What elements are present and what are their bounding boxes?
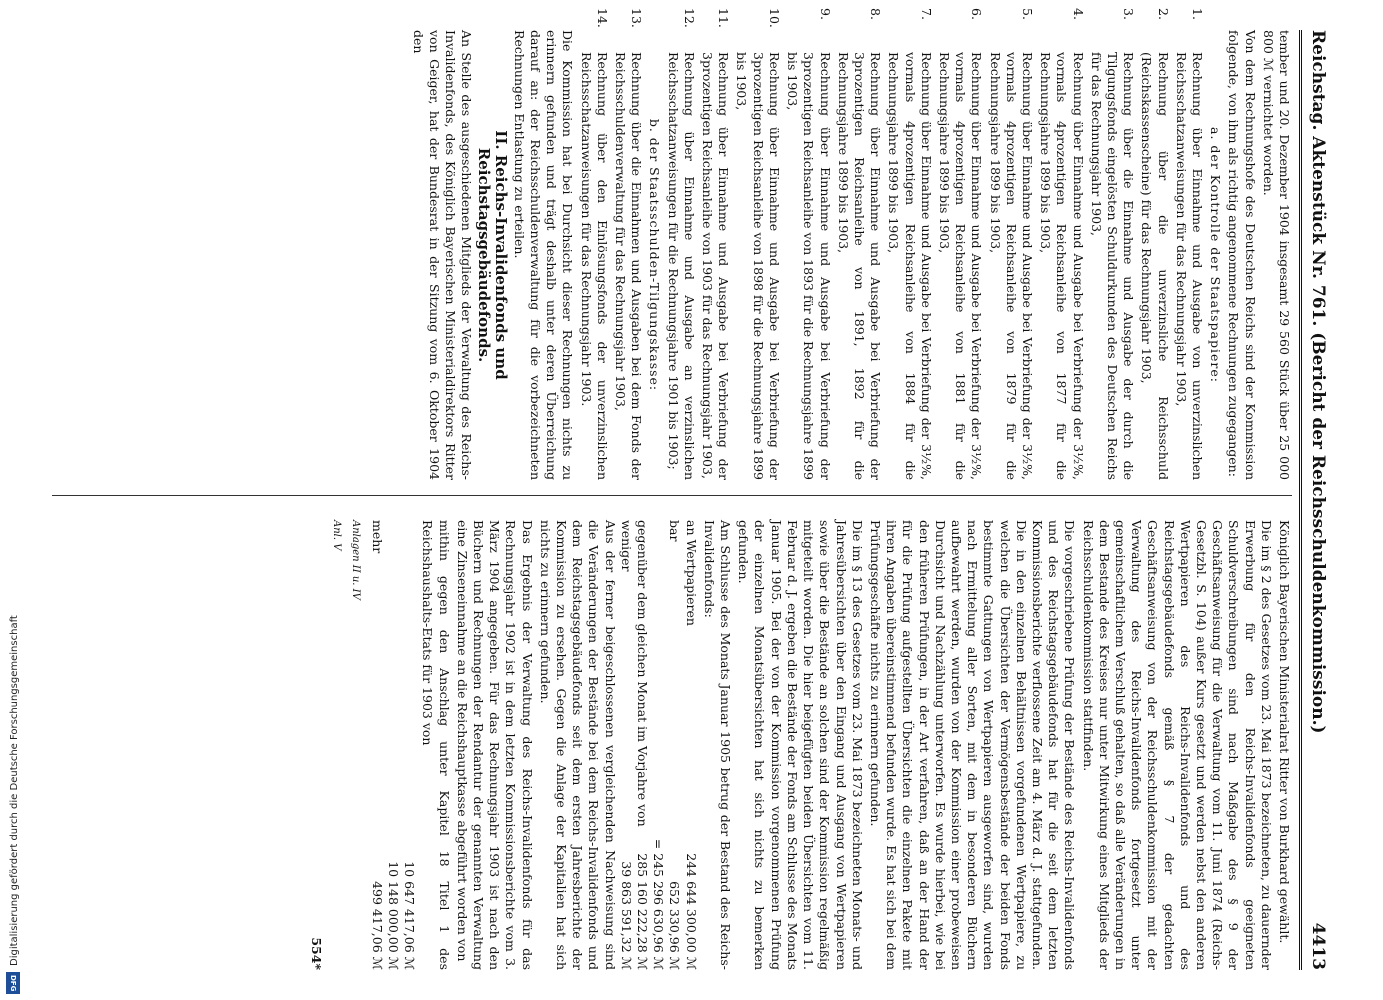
amount-value: 10 148 000,00 ℳ bbox=[386, 861, 402, 970]
list-item bbox=[577, 8, 610, 480]
item-number: 3. bbox=[1121, 8, 1137, 20]
paragraph: Von dem Rechnungshofe des Deutschen Reichs sind der Kommission folgende, von ihm als richtig angenommene Rechnungen zugegangen: bbox=[1226, 30, 1258, 480]
list-b bbox=[577, 8, 645, 480]
section-title: II. Reichs-Invalidenfonds und Reichstagsgebäudefonds. bbox=[475, 130, 510, 380]
amount-label: weniger bbox=[618, 520, 634, 572]
marginalia-1: Anlagen II u. IV bbox=[349, 520, 361, 600]
list-item bbox=[784, 8, 833, 480]
paragraph: tember und 20. Dezember 1904 insgesamt 29 560 Stück über 25 000 800 ℳ vernichtet worden. bbox=[1260, 30, 1292, 480]
amount-value: 244 644 300,00 ℳ bbox=[683, 853, 699, 970]
item-text: Rechnung über Einnahme und Ausgabe bei Verbriefung der 3prozentigen Reichsanleihe von 1893 für die Rechnungsjahre 1899 bis 1903, bbox=[785, 52, 833, 480]
paragraph: Die im § 13 des Gesetzes vom 23. Mai 1873 bezeichneten Monats- und Jahresübersichten über den Eingang und Ausgang von Wertpapieren sowie über die Bestände an solchen sind der Kommission regelmäßig mitgeteilt worden. Die hier beigefügten beiden Übersichten vom 11. Februar d. J. ergeben die Bestände der Fonds am Schlusse des Monats Januar 1905. Bei der von der Kommission vorgenommenen Prüfung der einzelnen Monatsübersichten hat sich nichts zu bemerken gefunden. bbox=[736, 520, 865, 970]
paragraph: Königlich Bayerischen Ministerialrat Ritter von Burkhard gewählt. bbox=[1277, 520, 1292, 944]
amount-label: gegenüber dem gleichen Monat im Vorjahre von bbox=[635, 520, 651, 827]
amounts-table bbox=[618, 520, 699, 970]
item-number: 7. bbox=[918, 8, 934, 20]
paragraph: Das Ergebnis der Verwaltung des Reichs-Invalidenfonds für das Rechnungsjahr 1902 ist in dem letzten Kommissionsberichte vom 3. März 1904 angegeben. Für das Rechnungsjahr 1903 ist nach den Büchern und Rechnungen der Rendantur der genannten Verwaltung eine Zinseneinnahme an die Reichshauptkasse abgeführt worden von bbox=[454, 520, 535, 970]
list-item bbox=[1173, 8, 1205, 480]
list-item bbox=[986, 8, 1035, 480]
amount-label: mehr bbox=[369, 520, 385, 554]
item-number: 1. bbox=[1189, 8, 1205, 20]
item-text: Rechnung über Einnahme und Ausgabe bei Verbriefung der 3½%, vormals 4prozentigen Reichsanleihe von 1877 für die Rechnungsjahre 1899 bis 1903, bbox=[1038, 52, 1086, 480]
item-text: Rechnung über den Einlösungsfonds der unverzinslichen Reichsschatzanweisungen für das Rechnungsjahr 1903. bbox=[578, 52, 610, 480]
left-column bbox=[407, 8, 1292, 480]
paragraph: Die vorgeschriebene Prüfung der Bestände des Reichs-Invalidenfonds und des Reichstagsgebäudefonds hat für die seit dem letzten Kommissionsberichte verflossene Zeit am 4. März d. J. stattgefunden. Die in den einzelnen Behältnissen vorgefundenen Wertpapiere, zu welchen die Übersichten der Vermögensbestände der beiden Fonds bestimmte Gattungen von Wertpapieren ausgeworfen sind, wurden nach Ermittelung aller Sorten, mit dem in besonderen Büchern aufbewahrt werden, wurden von der Kommission einer probeweisen Durchsicht und Nachzählung unterworfen. Es wurde hierbei, wie bei den früheren Prüfungen, in der Art verfahren, daß an der Hand der für die Prüfung aufgestellten Übersichten die einzelnen Pakete mit ihren Angaben übereinstimmend befunden wurde. Es hat sich bei dem Prüfungsgeschäfte nichts zu erinnern gefunden. bbox=[867, 520, 1078, 970]
page-number: 4413 bbox=[1308, 922, 1328, 970]
amount-value: 285 160 222,28 ℳ bbox=[635, 853, 651, 970]
dfg-footer bbox=[6, 4, 20, 994]
item-text: Rechnung über Einnahme und Ausgabe von unverzinslichen Reichsschatzanweisungen für das Rechnungsjahr 1903, bbox=[1173, 52, 1205, 480]
list-item bbox=[612, 8, 645, 480]
list-item bbox=[664, 8, 697, 480]
item-text: Rechnung über Einnahme und Ausgabe bei Verbriefung der 3½%, vormals 4prozentigen Reichsanleihe von 1881 für die Rechnungsjahre 1899 bis 1903, bbox=[936, 52, 985, 480]
amounts-table-2 bbox=[369, 520, 418, 970]
amount-label: bar bbox=[667, 520, 683, 542]
item-text: Rechnung über Einnahme und Ausgabe bei Verbriefung der 3½%, vormals 4prozentigen Reichsanleihe von 1879 für die Rechnungsjahre 1899 bis 1903, bbox=[987, 52, 1035, 480]
list-item bbox=[699, 8, 732, 480]
item-text: Rechnung über Einnahme und Ausgabe bei Verbriefung der 3prozentigen Reichsanleihe von 1891, 1892 für die Rechnungsjahre 1899 bis 1903, bbox=[835, 52, 884, 480]
item-number: 10. bbox=[766, 8, 782, 28]
column-divider bbox=[52, 495, 1292, 496]
list-item bbox=[936, 8, 985, 480]
item-number: 9. bbox=[817, 8, 833, 20]
list-item bbox=[885, 8, 934, 480]
item-text: Rechnung über Einnahme und Ausgabe bei Verbriefung der 3½%, vormals 4prozentigen Reichsanleihe von 1884 für die Rechnungsjahre 1899 bis 1903, bbox=[886, 52, 934, 480]
amount-row bbox=[650, 520, 666, 970]
item-number: 6. bbox=[969, 8, 985, 20]
amount-row bbox=[634, 520, 650, 970]
footer-text: Digitalisierung gefördert durch die Deutsche Forschungsgemeinschaft bbox=[9, 615, 20, 966]
item-number: 14. bbox=[594, 8, 610, 28]
amount-value: 39 863 591,32 ℳ bbox=[618, 861, 634, 970]
amount-row bbox=[385, 520, 401, 970]
list-item bbox=[1088, 8, 1137, 480]
amount-value: 499 417,06 ℳ bbox=[369, 881, 385, 970]
paragraph: Am Schlusse des Monats Januar 1905 betrug der Bestand des Reichs-Invalidenfonds: bbox=[701, 520, 734, 970]
amount-row bbox=[666, 520, 682, 970]
list-item bbox=[733, 8, 782, 480]
item-number: 8. bbox=[868, 8, 884, 20]
list-a bbox=[664, 8, 1205, 480]
paragraph: Die im § 2 des Gesetzes vom 23. Mai 1873 bezeichneten, zu dauernder Erwerbung für den Reichs-Invalidenfonds geeigneten Schuldverschreibungen sind nach Maßgabe des § 9 der Geschäftsanweisung für die Verwaltung vom 11. Juni 1874 (Reichs-Gesetzbl. S. 104) außer Kurs gesetzt und werden nebst den anderen Wertpapieren des Reichs-Invalidenfonds und des Reichstagsgebäudefonds gemäß § 7 der gedachten Geschäftsanweisung von der Reichsschuldenkommission mit der Verwaltung des Reichs-Invalidenfonds fortgesetzt unter gemeinschaftlichem Verschluß gehalten, so daß alle Veränderungen in dem Bestande des Kreises nur unter Mitwirkung eines Mitglieds der Reichsschuldenkommission stattfinden. bbox=[1080, 520, 1274, 970]
right-column bbox=[306, 520, 1292, 970]
amount-row bbox=[369, 520, 385, 970]
header-title: Reichstag. Aktenstück Nr. 761. (Bericht der Reichsschuldenkommission.) bbox=[1308, 30, 1328, 734]
list-item bbox=[1138, 8, 1171, 480]
list-item bbox=[1037, 8, 1086, 480]
amount-label: an Wertpapieren bbox=[683, 520, 699, 626]
marginalia-2: Anl. V bbox=[331, 520, 343, 551]
paragraph: mithin gegen den Anschlag unter Kapitel 18 Titel 1 des Reichshaushalts-Etats für 1903 von bbox=[420, 520, 452, 970]
item-text: Rechnung über Einnahme und Ausgabe bei Verbriefung der 3prozentigen Reichsanleihe von 1898 für die Rechnungsjahre 1899 bis 1903, bbox=[734, 52, 782, 480]
amount-row bbox=[401, 520, 417, 970]
paragraph: Aus der ferner beigeschlossenen vergleichenden Nachweisung sind die Veränderungen der Bestände bei dem Reichs-Invalidenfonds und dem Reichstagsgebäudefonds seit dem ersten Jahresberichte der Kommission zu ersehen. Gegen die Anlage der Kapitalien hat sich nichts zu erinnern gefunden. bbox=[537, 520, 618, 970]
amount-value: 10 647 417,06 ℳ bbox=[402, 861, 418, 970]
item-text: Rechnung über die unverzinsliche Reichsschuld (Reichskassenscheine) für das Rechnungsjahr 1903, bbox=[1139, 52, 1171, 480]
list-item bbox=[835, 8, 884, 480]
signature-mark: 554* bbox=[309, 937, 325, 970]
item-number: 2. bbox=[1155, 8, 1171, 20]
paragraph: An Stelle des ausgeschiedenen Mitglieds der Verwaltung des Reichs-Invalidenfonds, des Königlich Bayerischen Ministerialdirektors Ritter von Geiger, hat der Bundesrat in der Sitzung vom 6. Oktober 1904 den bbox=[410, 30, 475, 480]
item-number: 13. bbox=[629, 8, 645, 28]
amount-value: 652 330,96 ℳ bbox=[667, 881, 683, 970]
item-number: 11. bbox=[716, 8, 732, 28]
item-text: Rechnung über die Einnahme und Ausgabe der durch die Tilgungsfonds eingelösten Schuldurkunden des Deutschen Reichs für das Rechnungsjahr 1903, bbox=[1088, 52, 1137, 480]
dfg-logo-icon: DFG bbox=[6, 972, 20, 994]
scanned-page bbox=[16, 0, 1336, 1000]
item-text: Rechnung über Einnahme und Ausgabe bei Verbriefung der 3prozentigen Reichsanleihe von 1903 für das Rechnungsjahr 1903, bbox=[700, 52, 732, 480]
paragraph: Die Kommission hat bei Durchsicht dieser Rechnungen nichts zu erinnern gefunden und trägt deshalb unter deren Überreichung darauf an: der Reichsschuldenverwaltung für die vorbezeichneten Rechnungen Entlastung zu erteilen. bbox=[511, 30, 576, 480]
item-number: 4. bbox=[1070, 8, 1086, 20]
item-number: 12. bbox=[681, 8, 697, 28]
subheading-b: b. der Staatsschulden-Tilgungskasse: bbox=[647, 118, 663, 392]
item-text: Rechnung über Einnahme und Ausgabe an verzinslichen Reichsschatzanweisungen für die Rechnungsjahre 1901 bis 1903; bbox=[665, 52, 697, 480]
subheading-a: a. der Kontrolle der Staatspapiere: bbox=[1208, 127, 1224, 383]
amount-row bbox=[618, 520, 634, 970]
page-header bbox=[1299, 30, 1328, 970]
amount-row bbox=[682, 520, 698, 970]
item-number: 5. bbox=[1019, 8, 1035, 20]
amount-value: = 245 296 630,96 ℳ bbox=[651, 838, 667, 970]
item-text: Rechnung über die Einnahmen und Ausgaben bei dem Fonds der Reichsschuldenverwaltung für das Rechnungsjahr 1903, bbox=[613, 52, 645, 480]
